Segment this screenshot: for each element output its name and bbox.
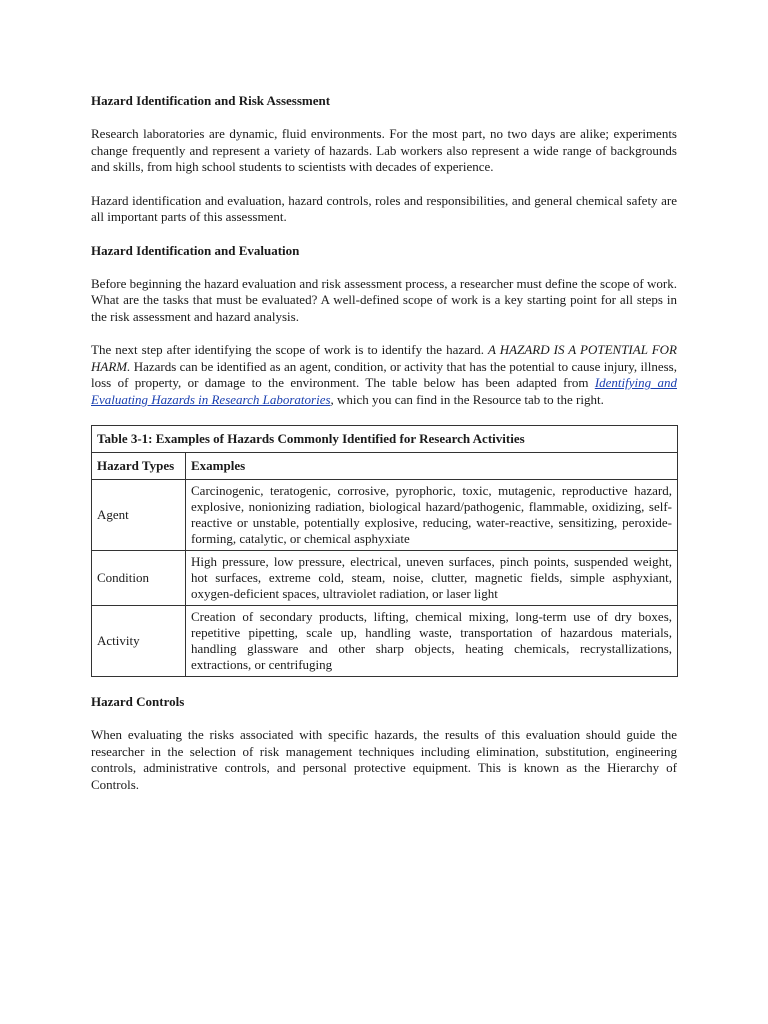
intro-paragraph-1: Research laboratories are dynamic, fluid environments. For the most part, no two days are alike; experiments change frequently and represent a variety of hazards. Lab workers also represent a wide range of backgrounds and skills, from high school students to scientists with decades of experience. <box>91 126 677 174</box>
intro-paragraph-2: Hazard identification and evaluation, hazard controls, roles and responsibilities, and general chemical safety are all important parts of this assessment. <box>91 192 677 224</box>
hazard-examples-table <box>91 425 678 677</box>
section-heading-identification: Hazard Identification and Evaluation <box>91 242 300 258</box>
hazard-paragraph-text-c: , which you can find in the Resource tab to the right. <box>330 391 604 407</box>
table-caption: Table 3-1: Examples of Hazards Commonly Identified for Research Activities <box>92 426 678 453</box>
column-header-examples: Examples <box>186 453 678 480</box>
controls-paragraph: When evaluating the risks associated with specific hazards, the results of this evaluation should guide the researcher in the selection of risk management techniques including elimination, substitution, engineering controls, administrative controls, and personal protective equipment. This is known as the Hierarchy of Controls. <box>91 727 677 792</box>
table-row <box>92 606 678 677</box>
scope-paragraph: Before beginning the hazard evaluation and risk assessment process, a researcher must define the scope of work. What are the tasks that must be evaluated? A well-defined scope of work is a key starting point for all steps in the risk assessment and hazard analysis. <box>91 275 677 324</box>
section-heading-controls: Hazard Controls <box>91 694 185 709</box>
document-title: Hazard Identification and Risk Assessment <box>91 93 331 108</box>
hazard-definition-paragraph <box>91 342 677 408</box>
hazard-type-cell: Condition <box>92 551 186 606</box>
hazard-examples-cell: High pressure, low pressure, electrical, uneven surfaces, pinch points, suspended weight, hot surfaces, extreme cold, steam, noise, clutter, magnetic fields, simple asphyxiant, oxygen-deficient spaces, ultraviolet radiation, or laser light <box>186 551 678 606</box>
table-row <box>92 480 678 551</box>
reference-link[interactable]: Identifying and Evaluating Hazards in Research Laboratories <box>91 375 677 407</box>
hazard-paragraph-text-a: The next step after identifying the scope of work is to identify the hazard. <box>91 342 489 357</box>
table-header-row <box>92 453 678 480</box>
hazard-type-cell: Agent <box>92 480 186 551</box>
document-page <box>91 93 677 810</box>
table-caption-row <box>92 426 678 453</box>
hazard-type-cell: Activity <box>92 606 186 677</box>
hazard-examples-cell: Creation of secondary products, lifting, chemical mixing, long-term use of dry boxes, repetitive pipetting, scale up, handling waste, transportation of hazardous materials, handling glassware and other sharp objects, heating chemicals, recrystallizations, extractions, or centrifuging <box>186 606 678 677</box>
hazard-definition-emphasis: A HAZARD IS A POTENTIAL FOR HARM. <box>91 342 678 374</box>
hazard-examples-cell: Carcinogenic, teratogenic, corrosive, pyrophoric, toxic, mutagenic, reproductive hazard, explosive, nonionizing radiation, biological hazard/pathogenic, flammable, oxidizing, self-reactive or unstable, potentially explosive, reducing, water-reactive, sensitizing, peroxide-forming, catalytic, or chemical asphyxiate <box>186 480 678 551</box>
table-row <box>92 551 678 606</box>
hazard-paragraph-text-b: Hazards can be identified as an agent, condition, or activity that has the potential to cause injury, illness, loss of property, or damage to the environment. The table below has been adapted from <box>91 358 677 390</box>
column-header-hazard-types: Hazard Types <box>92 453 186 480</box>
